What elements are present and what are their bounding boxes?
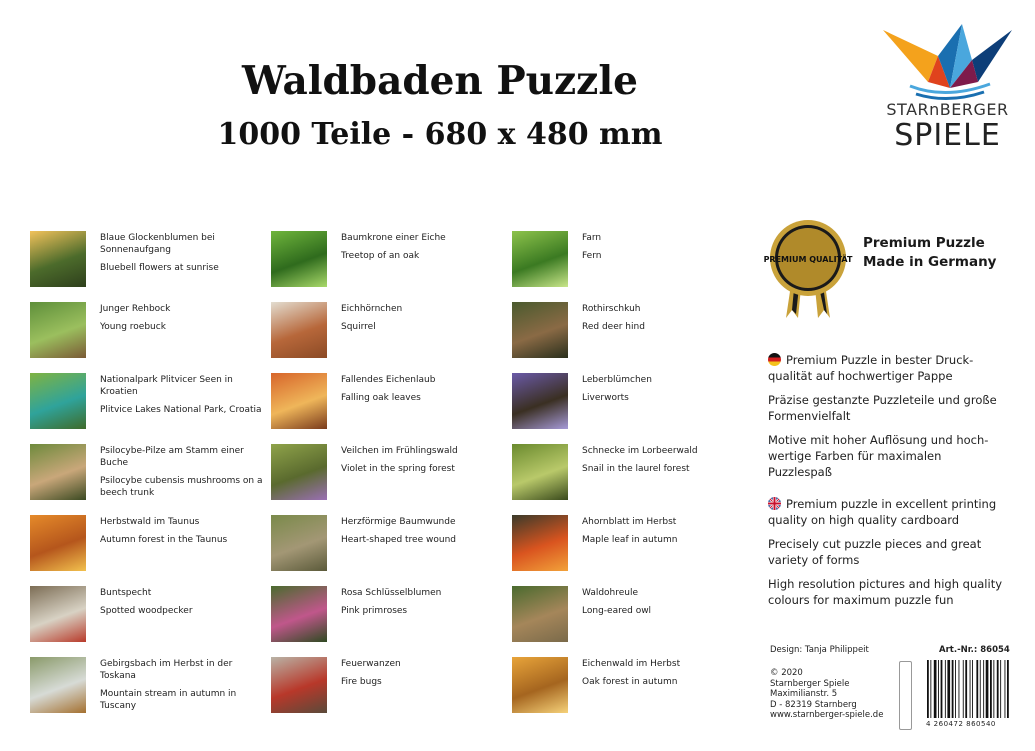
picture-item: [271, 515, 511, 575]
bullet-de-2: Präzise gestanzte Puzzleteile und große Formenvielfalt: [768, 393, 997, 423]
picture-title-en: Young roebuck: [100, 322, 166, 332]
picture-title-de: Herzförmige Baumwunde: [341, 517, 456, 527]
picture-thumbnail: [271, 231, 327, 287]
barcode-icon: [926, 660, 1010, 720]
premium-line2: Made in Germany: [863, 254, 997, 270]
picture-thumbnail: [512, 586, 568, 642]
picture-thumbnail: [271, 373, 327, 429]
bullets-german: [768, 352, 1008, 488]
picture-item: [30, 231, 270, 291]
bullet-de-3: Motive mit hoher Auflösung und hoch- wertige Farben für maximalen Puzzlespaß: [768, 433, 989, 479]
picture-item: [512, 515, 752, 575]
picture-title-de: Veilchen im Frühlingswald: [341, 446, 458, 456]
picture-item: [30, 444, 270, 504]
barcode-number: 4 260472 860540: [926, 720, 996, 728]
picture-item: [30, 515, 270, 575]
bullet-en-3: High resolution pictures and high quality colours for maximum puzzle fun: [768, 577, 1003, 607]
picture-item: [30, 657, 270, 717]
picture-title-en: Red deer hind: [582, 322, 645, 332]
picture-title-de: Gebirgsbach im Herbst in der Toskana: [100, 659, 233, 681]
picture-title-de: Nationalpark Plitvicer Seen in Kroatien: [100, 375, 233, 397]
picture-item: [512, 302, 752, 362]
uk-flag-icon: [768, 497, 781, 510]
page-subtitle: 1000 Teile - 680 x 480 mm: [217, 117, 663, 152]
bullet-en-2: Precisely cut puzzle pieces and great variety of forms: [768, 537, 982, 567]
picture-title-en: Squirrel: [341, 322, 376, 332]
picture-item: [271, 586, 511, 646]
bullet-en-1: Premium puzzle in excellent printing quality on high quality cardboard: [768, 497, 997, 527]
picture-thumbnail: [512, 373, 568, 429]
logo-brand-top: STARnBERGER: [886, 100, 1009, 119]
picture-thumbnail: [512, 657, 568, 713]
picture-thumbnail: [271, 302, 327, 358]
picture-item: [512, 657, 752, 717]
picture-title-en: Snail in the laurel forest: [582, 464, 690, 474]
premium-made-in-germany: [863, 234, 996, 272]
picture-title-en: Pink primroses: [341, 606, 408, 616]
picture-item: [512, 586, 752, 646]
picture-thumbnail: [271, 515, 327, 571]
picture-title-en: Heart-shaped tree wound: [341, 535, 456, 545]
bullets-english: [768, 496, 1008, 616]
picture-title-de: Rosa Schlüsselblumen: [341, 588, 442, 598]
picture-title-de: Ahornblatt im Herbst: [582, 517, 677, 527]
german-flag-icon: [768, 353, 781, 366]
picture-title-en: Liverworts: [582, 393, 629, 403]
picture-thumbnail: [30, 586, 86, 642]
picture-thumbnail: [30, 444, 86, 500]
picture-thumbnail: [512, 302, 568, 358]
address-line: www.starnberger-spiele.de: [770, 710, 884, 720]
picture-item: [512, 373, 752, 433]
picture-thumbnail: [30, 515, 86, 571]
picture-title-en: Treetop of an oak: [341, 251, 420, 261]
picture-item: [512, 231, 752, 291]
picture-title-en: Mountain stream in autumn in Tuscany: [100, 689, 237, 711]
picture-thumbnail: [271, 444, 327, 500]
address-line: Maximilianstr. 5: [770, 689, 838, 699]
picture-thumbnail: [512, 231, 568, 287]
picture-title-en: Bluebell flowers at sunrise: [100, 263, 219, 273]
picture-title-en: Violet in the spring forest: [341, 464, 455, 474]
picture-thumbnail: [30, 657, 86, 713]
picture-title-de: Herbstwald im Taunus: [100, 517, 200, 527]
picture-title-de: Waldohreule: [582, 588, 639, 598]
picture-title-de: Schnecke im Lorbeerwald: [582, 446, 698, 456]
picture-title-en: Falling oak leaves: [341, 393, 421, 403]
seal-text: PREMIUM QUALITÄT: [763, 255, 853, 264]
picture-title-de: Junger Rehbock: [100, 304, 171, 314]
picture-title-en: Fern: [582, 251, 602, 261]
picture-thumbnail: [30, 302, 86, 358]
picture-title-de: Blaue Glockenblumen bei Sonnenaufgang: [100, 233, 215, 255]
picture-thumbnail: [271, 657, 327, 713]
picture-item: [30, 373, 270, 433]
logo-brand-bottom: SPIELE: [894, 118, 1001, 153]
design-credit: Design: Tanja Philippeit: [770, 645, 869, 655]
starnberger-logo: [880, 20, 1015, 160]
picture-title-en: Spotted woodpecker: [100, 606, 193, 616]
picture-title-de: Rothirschkuh: [582, 304, 641, 314]
picture-item: [271, 231, 511, 291]
picture-title-en: Plitvice Lakes National Park, Croatia: [100, 405, 262, 415]
picture-title-de: Psilocybe-Pilze am Stamm einer Buche: [100, 446, 244, 468]
premium-quality-seal-icon: [762, 218, 854, 323]
picture-title-de: Feuerwanzen: [341, 659, 401, 669]
picture-item: [271, 657, 511, 717]
picture-title-de: Leberblümchen: [582, 375, 652, 385]
picture-title-de: Eichenwald im Herbst: [582, 659, 681, 669]
picture-title-de: Eichhörnchen: [341, 304, 403, 314]
picture-title-en: Autumn forest in the Taunus: [100, 535, 228, 545]
picture-title-en: Oak forest in autumn: [582, 677, 678, 687]
article-number: Art.-Nr.: 86054: [939, 645, 1010, 655]
picture-title-de: Fallendes Eichenlaub: [341, 375, 436, 385]
crown-logo-icon: [880, 20, 1015, 102]
picture-item: [512, 444, 752, 504]
picture-item: [271, 373, 511, 433]
barcode-frame: [899, 661, 912, 730]
bullet-de-1: Premium Puzzle in bester Druck- qualität auf hochwertiger Pappe: [768, 353, 974, 383]
picture-title-de: Baumkrone einer Eiche: [341, 233, 446, 243]
picture-thumbnail: [512, 444, 568, 500]
picture-thumbnail: [512, 515, 568, 571]
picture-thumbnail: [271, 586, 327, 642]
page-title: Waldbaden Puzzle: [242, 58, 638, 104]
picture-thumbnail: [30, 373, 86, 429]
picture-item: [30, 586, 270, 646]
picture-title-en: Long-eared owl: [582, 606, 652, 616]
picture-thumbnail: [30, 231, 86, 287]
picture-title-en: Fire bugs: [341, 677, 382, 687]
premium-line1: Premium Puzzle: [863, 235, 985, 251]
publisher-address: [770, 668, 883, 721]
picture-title-de: Farn: [582, 233, 602, 243]
picture-item: [271, 444, 511, 504]
address-line: Starnberger Spiele: [770, 678, 850, 689]
picture-title-en: Maple leaf in autumn: [582, 535, 678, 545]
picture-title-de: Buntspecht: [100, 588, 152, 598]
picture-item: [271, 302, 511, 362]
address-line: © 2020: [770, 668, 803, 678]
picture-title-en: Psilocybe cubensis mushrooms on a beech trunk: [100, 476, 263, 498]
address-line: D - 82319 Starnberg: [770, 699, 857, 710]
picture-item: [30, 302, 270, 362]
